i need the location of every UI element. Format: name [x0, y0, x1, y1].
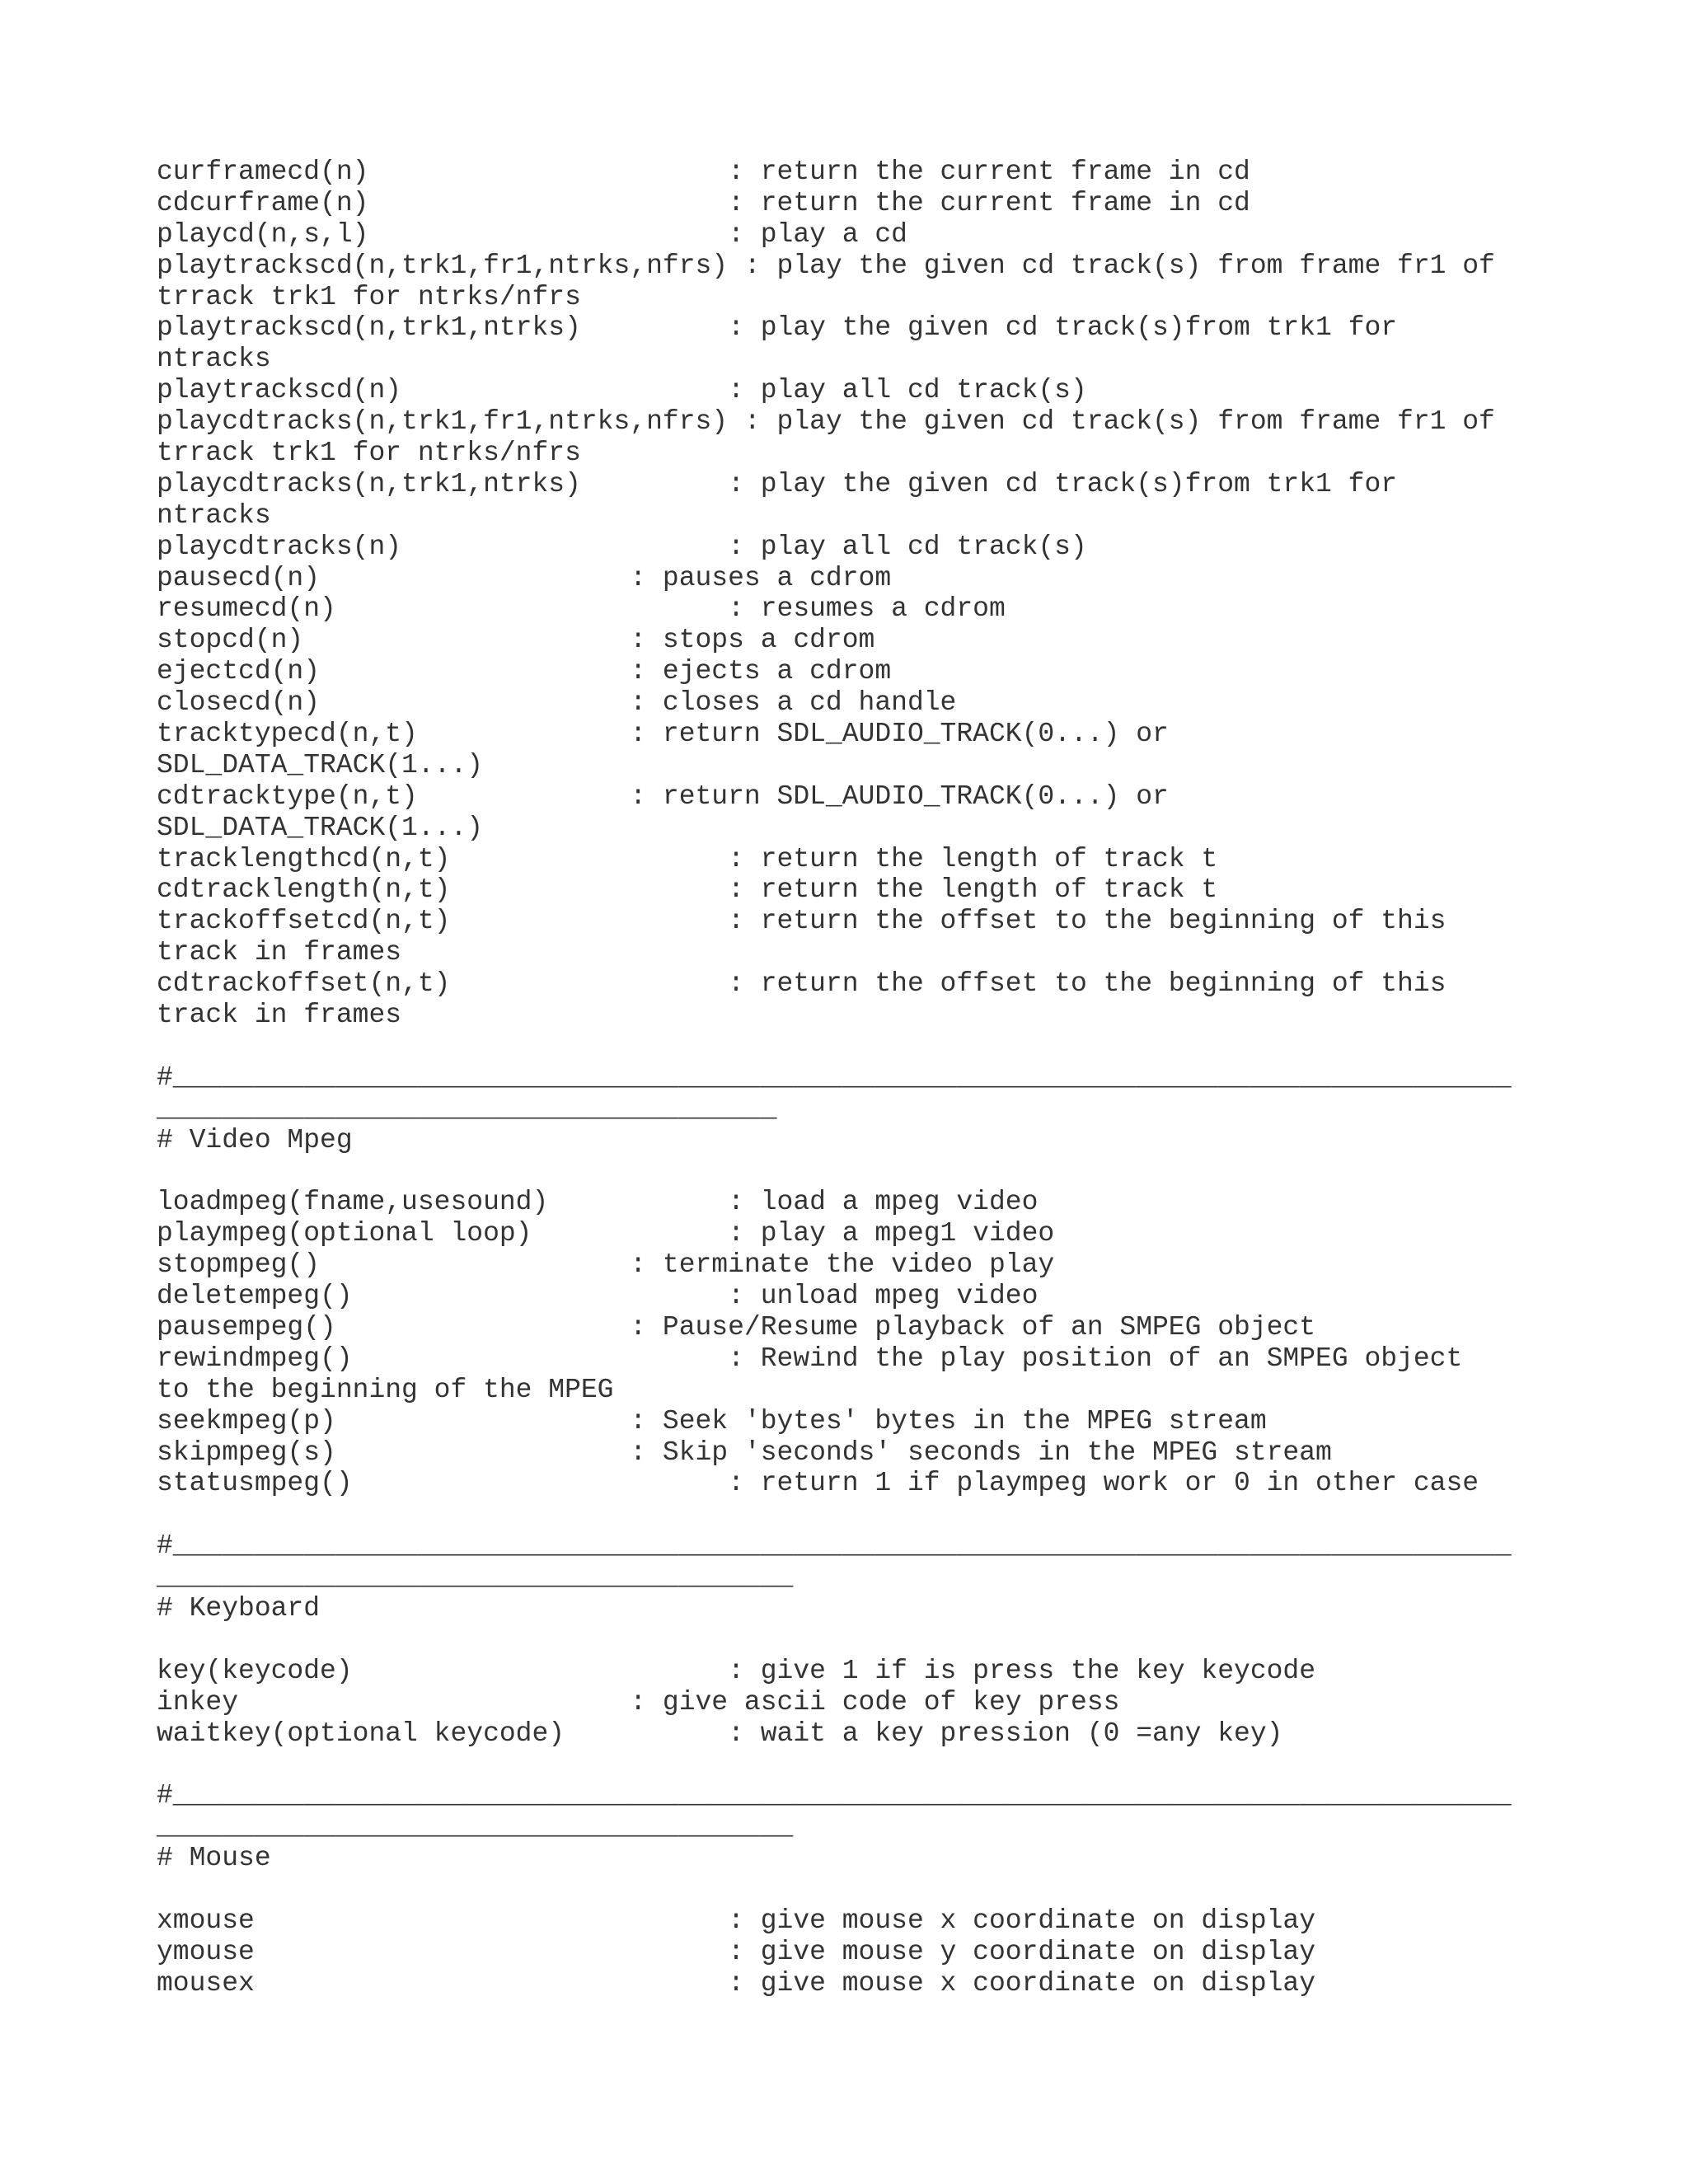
doc-line: cdcurframe(n) : return the current frame in cd	[157, 187, 1250, 218]
section-divider: _______________________________________	[157, 1562, 794, 1593]
doc-line: ymouse : give mouse y coordinate on display	[157, 1936, 1316, 1967]
doc-line: stopmpeg() : terminate the video play	[157, 1249, 1055, 1281]
section-heading-video-mpeg: # Video Mpeg	[157, 1124, 353, 1155]
doc-line: SDL_DATA_TRACK(1...)	[157, 749, 484, 780]
section-divider: #__________________________________________________________________________________	[157, 1530, 1512, 1562]
doc-line: tracktypecd(n,t) : return SDL_AUDIO_TRACK(0...) or	[157, 719, 1169, 750]
doc-line: ntracks	[157, 499, 271, 531]
blank-line	[157, 1499, 1550, 1530]
doc-line: deletempeg() : unload mpeg video	[157, 1281, 1039, 1312]
section-heading-mouse: # Mouse	[157, 1843, 271, 1874]
doc-line: inkey : give ascii code of key press	[157, 1686, 1120, 1718]
doc-line: ejectcd(n) : ejects a cdrom	[157, 656, 892, 687]
doc-line: trrack trk1 for ntrks/nfrs	[157, 438, 581, 469]
doc-line: loadmpeg(fname,usesound) : load a mpeg video	[157, 1187, 1039, 1218]
doc-line: curframecd(n) : return the current frame in cd	[157, 157, 1250, 187]
section-divider: #__________________________________________________________________________________	[157, 1780, 1512, 1811]
doc-line: playtrackscd(n,trk1,fr1,ntrks,nfrs) : play the given cd track(s) from frame fr1 of	[157, 250, 1495, 281]
doc-line: cdtracktype(n,t) : return SDL_AUDIO_TRACK(0...) or	[157, 780, 1169, 812]
blank-line	[157, 1031, 1550, 1062]
doc-line: trrack trk1 for ntrks/nfrs	[157, 281, 581, 312]
doc-line: mousex : give mouse x coordinate on display	[157, 1967, 1316, 1999]
section-divider: #__________________________________________________________________________________	[157, 1062, 1512, 1093]
doc-line: pausecd(n) : pauses a cdrom	[157, 562, 892, 593]
doc-line: playtrackscd(n) : play all cd track(s)	[157, 375, 1087, 406]
blank-line	[157, 1624, 1550, 1656]
doc-line: key(keycode) : give 1 if is press the key keycode	[157, 1655, 1316, 1686]
doc-line: resumecd(n) : resumes a cdrom	[157, 593, 1006, 625]
doc-line: waitkey(optional keycode) : wait a key pression (0 =any key)	[157, 1718, 1283, 1749]
doc-line: playtrackscd(n,trk1,ntrks) : play the given cd track(s)from trk1 for	[157, 312, 1398, 344]
doc-line: playcdtracks(n,trk1,fr1,ntrks,nfrs) : play the given cd track(s) from frame fr1 of	[157, 406, 1495, 438]
doc-line: playcd(n,s,l) : play a cd	[157, 218, 907, 250]
document-page	[157, 157, 1550, 1999]
section-heading-keyboard: # Keyboard	[157, 1592, 321, 1624]
doc-line: skipmpeg(s) : Skip 'seconds' seconds in the MPEG stream	[157, 1436, 1332, 1468]
doc-line: SDL_DATA_TRACK(1...)	[157, 812, 484, 843]
blank-line	[157, 1156, 1550, 1188]
section-divider: _______________________________________	[157, 1811, 794, 1843]
doc-line: pausempeg() : Pause/Resume playback of an SMPEG object	[157, 1311, 1316, 1343]
doc-line: playcdtracks(n) : play all cd track(s)	[157, 531, 1087, 562]
doc-line: closecd(n) : closes a cd handle	[157, 687, 957, 719]
doc-line: rewindmpeg() : Rewind the play position of an SMPEG object	[157, 1343, 1463, 1374]
doc-line: seekmpeg(p) : Seek 'bytes' bytes in the MPEG stream	[157, 1405, 1267, 1436]
section-divider: ______________________________________	[157, 1093, 777, 1124]
doc-line: trackoffsetcd(n,t) : return the offset to the beginning of this	[157, 906, 1447, 937]
doc-line: xmouse : give mouse x coordinate on display	[157, 1905, 1316, 1936]
doc-line: track in frames	[157, 937, 402, 968]
doc-line: plaympeg(optional loop) : play a mpeg1 video	[157, 1218, 1055, 1249]
doc-line: cdtrackoffset(n,t) : return the offset to the beginning of this	[157, 968, 1447, 1000]
doc-line: playcdtracks(n,trk1,ntrks) : play the given cd track(s)from trk1 for	[157, 468, 1398, 499]
doc-line: stopcd(n) : stops a cdrom	[157, 625, 875, 656]
doc-line: to the beginning of the MPEG	[157, 1374, 614, 1405]
doc-line: tracklengthcd(n,t) : return the length of track t	[157, 843, 1218, 874]
blank-line	[157, 1874, 1550, 1905]
blank-line	[157, 1749, 1550, 1780]
doc-line: cdtracklength(n,t) : return the length of track t	[157, 874, 1218, 906]
doc-line: track in frames	[157, 1000, 402, 1031]
doc-line: ntracks	[157, 344, 271, 375]
doc-line: statusmpeg() : return 1 if plaympeg work or 0 in other case	[157, 1468, 1479, 1499]
